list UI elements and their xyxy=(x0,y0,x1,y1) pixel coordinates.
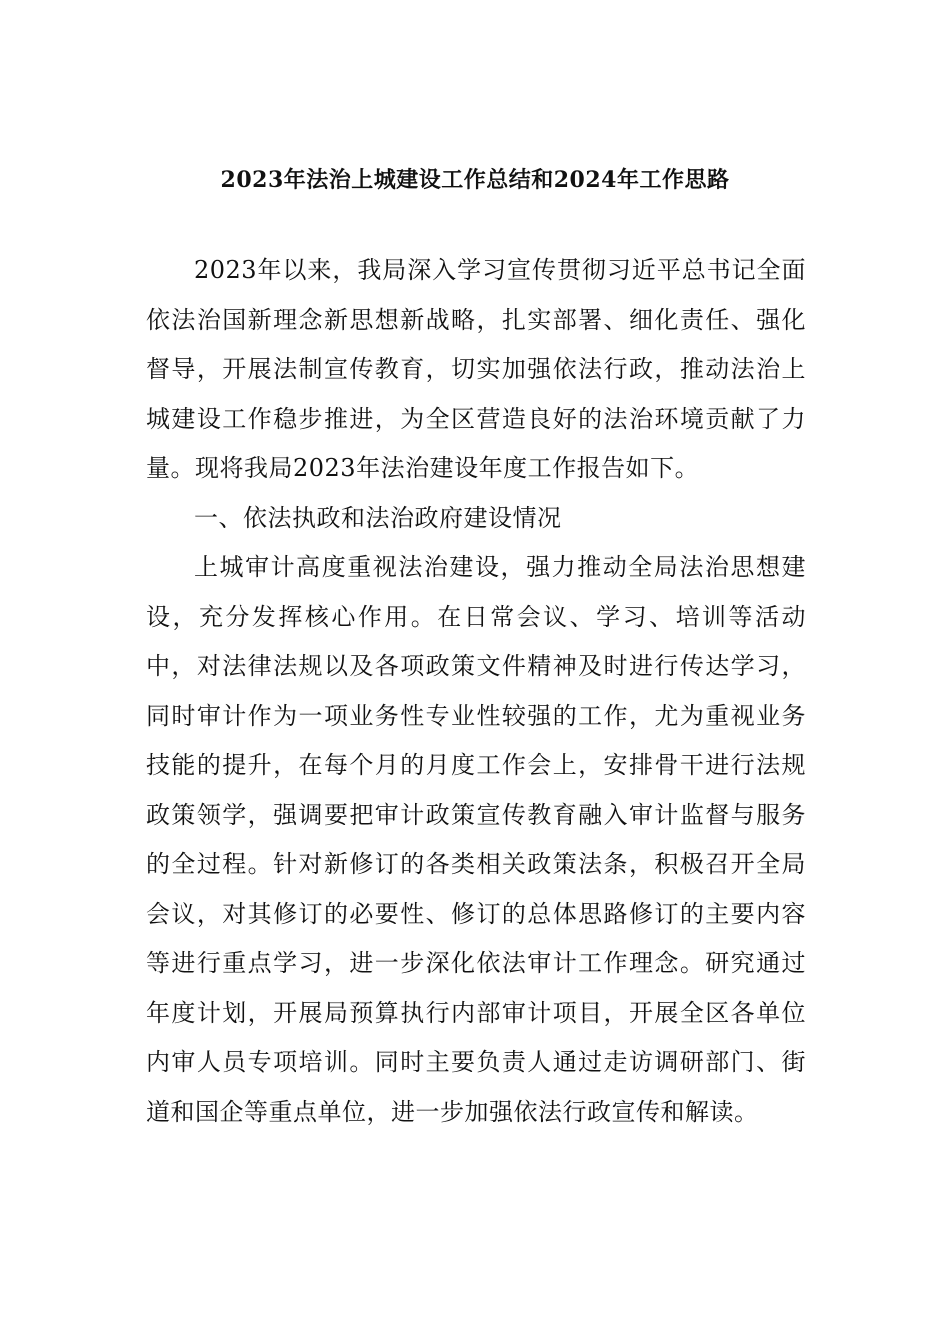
section-1-heading: 一、依法执政和法治政府建设情况 xyxy=(194,503,562,532)
document-title: 2023年法治上城建设工作总结和2024年工作思路 xyxy=(220,167,730,193)
intro-paragraph: 2023年以来，我局深入学习宣传贯彻习近平总书记全面依法治国新理念新思想新战略，扎实部署、细化责任、强化督导，开展法制宣传教育，切实加强依法行政，推动法治上城建设工作稳步推进，为全区营造良好的法治环境贡献了力量。现将我局2023年法治建设年度工作报告如下。 xyxy=(146,256,806,482)
section-1-paragraph: 上城审计高度重视法治建设，强力推动全局法治思想建设，充分发挥核心作用。在日常会议、学习、培训等活动中，对法律法规以及各项政策文件精神及时进行传达学习，同时审计作为一项业务性专业性较强的工作，尤为重视业务技能的提升，在每个月的月度工作会上，安排骨干进行法规政策领学，强调要把审计政策宣传教育融入审计监督与服务的全过程。针对新修订的各类相关政策法条，积极召开全局会议，对其修订的必要性、修订的总体思路修订的主要内容等进行重点学习，进一步深化依法审计工作理念。研究通过年度计划，开展局预算执行内部审计项目，开展全区各单位内审人员专项培训。同时主要负责人通过走访调研部门、街道和国企等重点单位，进一步加强依法行政宣传和解读。 xyxy=(146,553,806,1126)
document-body xyxy=(146,246,806,1137)
